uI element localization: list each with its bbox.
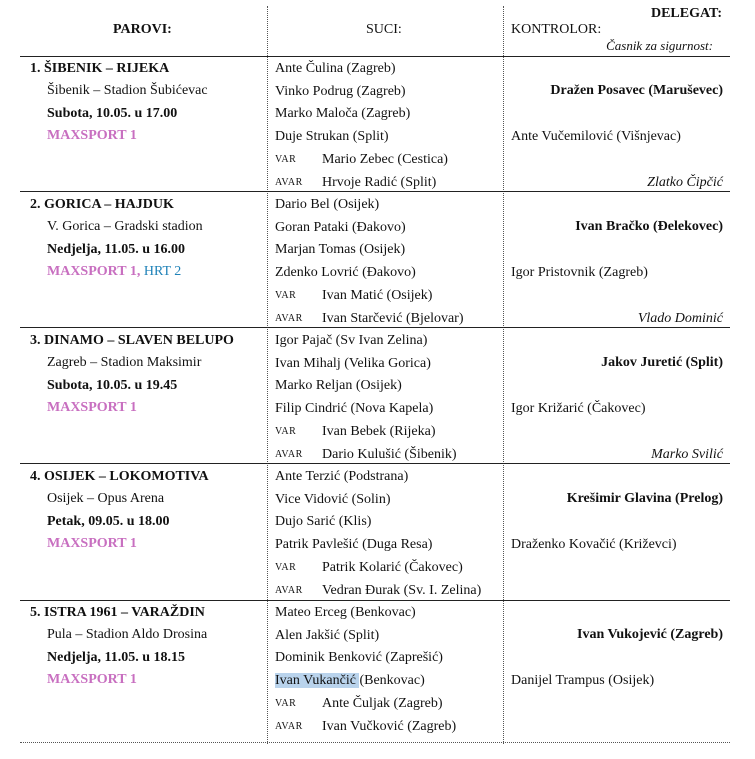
match-venue: Pula – Stadion Aldo Drosina bbox=[47, 627, 208, 642]
referee-name: Marko Reljan (Osijek) bbox=[275, 378, 402, 394]
referee-name: Ante Terzić (Podstrana) bbox=[275, 469, 409, 484]
match-time: Nedjelja, 11.05. u 16.00 bbox=[47, 242, 186, 257]
referee-name: Marko Maloča (Zagreb) bbox=[275, 106, 411, 122]
referee-city: (Benkovac) bbox=[359, 673, 425, 689]
tv-channels bbox=[47, 263, 181, 281]
avar-referee: Ivan Vučković (Zagreb) bbox=[322, 719, 457, 734]
casnik-name: Vlado Dominić bbox=[637, 311, 723, 326]
match-title: 4. OSIJEK – LOKOMOTIVA bbox=[30, 469, 209, 484]
match-time: Nedjelja, 11.05. u 18.15 bbox=[47, 650, 186, 665]
referee-name: Dujo Sarić (Klis) bbox=[275, 514, 372, 530]
match-title: 1. ŠIBENIK – RIJEKA bbox=[30, 61, 170, 76]
referee-name: Vinko Podrug (Zagreb) bbox=[275, 83, 406, 99]
var-label: VAR bbox=[275, 426, 297, 437]
header-suci: SUCI: bbox=[366, 22, 402, 37]
var-referee: Ivan Matić (Osijek) bbox=[322, 288, 433, 303]
referee-name bbox=[275, 672, 425, 690]
header-kontrolor: KONTROLOR: bbox=[511, 22, 602, 37]
kontrolor-name: Ante Vučemilović (Višnjevac) bbox=[511, 129, 681, 144]
referee-name: Alen Jakšić (Split) bbox=[275, 627, 380, 643]
match-venue: Zagreb – Stadion Maksimir bbox=[47, 355, 202, 370]
var-referee: Ante Čuljak (Zagreb) bbox=[322, 696, 443, 711]
referee-name: Marjan Tomas (Osijek) bbox=[275, 242, 406, 258]
tv-channel-1: MAXSPORT 1 bbox=[47, 264, 137, 279]
delegat-name: Dražen Posavec (Maruševec) bbox=[550, 83, 723, 98]
referee-name: Ante Čulina (Zagreb) bbox=[275, 61, 396, 76]
var-referee: Patrik Kolarić (Čakovec) bbox=[322, 560, 463, 575]
match-title: 2. GORICA – HAJDUK bbox=[30, 197, 174, 212]
referee-name: Igor Pajač (Sv Ivan Zelina) bbox=[275, 333, 428, 348]
kontrolor-name: Draženko Kovačić (Križevci) bbox=[511, 537, 677, 552]
tv-channel-1: MAXSPORT 1 bbox=[47, 128, 137, 143]
referee-name: Filip Cindrić (Nova Kapela) bbox=[275, 401, 434, 417]
var-label: VAR bbox=[275, 562, 297, 573]
header-casnik: Časnik za sigurnost: bbox=[606, 38, 713, 53]
tv-channel-1: MAXSPORT 1 bbox=[47, 400, 137, 415]
match-time: Petak, 09.05. u 18.00 bbox=[47, 514, 170, 529]
tv-channels bbox=[47, 127, 137, 145]
referee-name: Patrik Pavlešić (Duga Resa) bbox=[275, 537, 433, 553]
referee-name: Duje Strukan (Split) bbox=[275, 129, 389, 145]
match-title: 3. DINAMO – SLAVEN BELUPO bbox=[30, 333, 234, 348]
match-venue: Osijek – Opus Arena bbox=[47, 491, 165, 506]
referee-name: Vice Vidović (Solin) bbox=[275, 491, 391, 507]
tv-channel-2: HRT 2 bbox=[143, 264, 182, 279]
delegat-name: Ivan Vukojević (Zagreb) bbox=[577, 627, 723, 642]
avar-label: AVAR bbox=[275, 449, 303, 460]
var-referee: Ivan Bebek (Rijeka) bbox=[322, 424, 436, 439]
tv-channels bbox=[47, 671, 137, 689]
match-separator bbox=[20, 327, 730, 328]
bottom-border bbox=[20, 742, 730, 743]
avar-referee: Vedran Đurak (Sv. I. Zelina) bbox=[322, 583, 482, 598]
header-parovi: PAROVI: bbox=[113, 22, 172, 37]
referee-name: Zdenko Lovrić (Đakovo) bbox=[275, 265, 416, 281]
delegat-name: Jakov Juretić (Split) bbox=[601, 355, 723, 370]
delegat-name: Krešimir Glavina (Prelog) bbox=[566, 491, 723, 506]
match-venue: Šibenik – Stadion Šubićevac bbox=[47, 83, 208, 98]
referee-name: Ivan Mihalj (Velika Gorica) bbox=[275, 355, 431, 371]
var-label: VAR bbox=[275, 290, 297, 301]
avar-label: AVAR bbox=[275, 585, 303, 596]
match-venue: V. Gorica – Gradski stadion bbox=[47, 219, 203, 234]
referee-name: Dario Bel (Osijek) bbox=[275, 197, 380, 212]
tv-channels bbox=[47, 399, 137, 417]
referee-name: Mateo Erceg (Benkovac) bbox=[275, 605, 416, 620]
tv-channels bbox=[47, 535, 137, 553]
referee-name: Goran Pataki (Đakovo) bbox=[275, 219, 406, 235]
var-label: VAR bbox=[275, 698, 297, 709]
kontrolor-name: Igor Križarić (Čakovec) bbox=[511, 401, 646, 416]
match-separator bbox=[20, 191, 730, 192]
tv-channel-1: MAXSPORT 1 bbox=[47, 536, 137, 551]
avar-referee: Hrvoje Radić (Split) bbox=[322, 175, 437, 190]
referee-name: Dominik Benković (Zaprešić) bbox=[275, 650, 443, 666]
var-referee: Mario Zebec (Cestica) bbox=[322, 152, 448, 167]
column-divider-1 bbox=[267, 6, 268, 744]
avar-label: AVAR bbox=[275, 313, 303, 324]
avar-referee: Ivan Starčević (Bjelovar) bbox=[322, 311, 464, 326]
kontrolor-name: Danijel Trampus (Osijek) bbox=[511, 673, 655, 688]
match-time: Subota, 10.05. u 17.00 bbox=[47, 106, 178, 121]
tv-channel-1: MAXSPORT 1 bbox=[47, 672, 137, 687]
avar-referee: Dario Kulušić (Šibenik) bbox=[322, 447, 457, 462]
delegat-name: Ivan Bračko (Đelekovec) bbox=[575, 219, 723, 234]
kontrolor-name: Igor Pristovnik (Zagreb) bbox=[511, 265, 648, 280]
column-divider-2 bbox=[503, 6, 504, 744]
header-delegat: DELEGAT: bbox=[650, 6, 722, 21]
casnik-name: Zlatko Čipčić bbox=[647, 175, 723, 190]
avar-label: AVAR bbox=[275, 177, 303, 188]
avar-label: AVAR bbox=[275, 721, 303, 732]
match-separator bbox=[20, 463, 730, 464]
tv-separator: , bbox=[136, 264, 144, 279]
match-separator bbox=[20, 600, 730, 601]
highlighted-referee-name: Ivan Vukančić bbox=[275, 673, 360, 689]
header-separator bbox=[20, 56, 730, 57]
match-time: Subota, 10.05. u 19.45 bbox=[47, 378, 178, 393]
casnik-name: Marko Svilić bbox=[651, 447, 723, 462]
match-title: 5. ISTRA 1961 – VARAŽDIN bbox=[30, 605, 205, 620]
var-label: VAR bbox=[275, 154, 297, 165]
